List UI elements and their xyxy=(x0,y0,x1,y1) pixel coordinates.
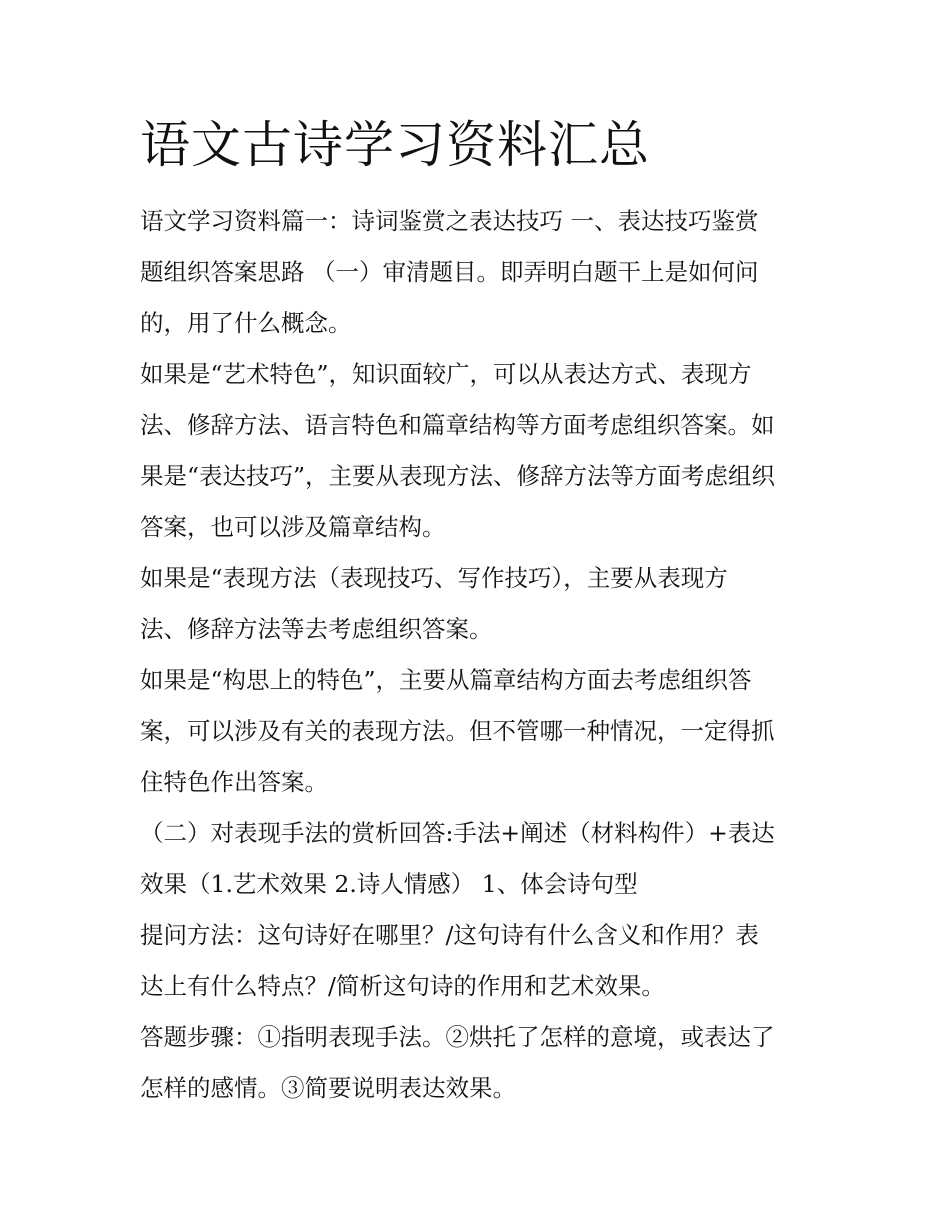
text-line: 如果是“表现方法（表现技巧、写作技巧），主要从表现方 xyxy=(140,564,728,592)
paragraph-4 xyxy=(140,655,815,808)
paragraph-2 xyxy=(140,349,815,553)
paragraph-3 xyxy=(140,553,815,655)
text-line: 法、修辞方法、语言特色和篇章结构等方面考虑组织答案。如 xyxy=(140,411,775,439)
paragraph-5 xyxy=(140,808,815,910)
paragraph-7 xyxy=(140,1012,815,1114)
text-line: 的，用了什么概念。 xyxy=(140,309,352,337)
text-line: 题组织答案思路 （一）审清题目。即弄明白题干上是如何问 xyxy=(140,258,759,286)
text-line: 提问方法：这句诗好在哪里？/这句诗有什么含义和作用？表 xyxy=(140,921,759,949)
text-line: 语文学习资料篇一：诗词鉴赏之表达技巧 一、表达技巧鉴赏 xyxy=(140,207,759,235)
text-line: 怎样的感情。③简要说明表达效果。 xyxy=(140,1074,516,1102)
document-body xyxy=(140,196,815,1114)
text-line: 案，可以涉及有关的表现方法。但不管哪一种情况，一定得抓 xyxy=(140,717,775,745)
text-line: 效果（1.艺术效果 2.诗人情感） 1、体会诗句型 xyxy=(140,870,638,898)
text-line: 法、修辞方法等去考虑组织答案。 xyxy=(140,615,493,643)
text-line: 如果是“艺术特色”，知识面较广，可以从表达方式、表现方 xyxy=(140,360,752,388)
text-line: （二）对表现手法的赏析回答:手法+阐述（材料构件）+表达 xyxy=(140,819,775,847)
text-line: 如果是“构思上的特色”，主要从篇章结构方面去考虑组织答 xyxy=(140,666,752,694)
text-line: 住特色作出答案。 xyxy=(140,768,328,796)
document-title: 语文古诗学习资料汇总 xyxy=(140,116,650,174)
paragraph-1 xyxy=(140,196,815,349)
text-line: 果是“表达技巧”，主要从表现方法、修辞方法等方面考虑组织 xyxy=(140,462,776,490)
text-line: 答案，也可以涉及篇章结构。 xyxy=(140,513,446,541)
paragraph-6 xyxy=(140,910,815,1012)
text-line: 达上有什么特点？/简析这句诗的作用和艺术效果。 xyxy=(140,972,665,1000)
text-line: 答题步骤：①指明表现手法。②烘托了怎样的意境，或表达了 xyxy=(140,1023,775,1051)
